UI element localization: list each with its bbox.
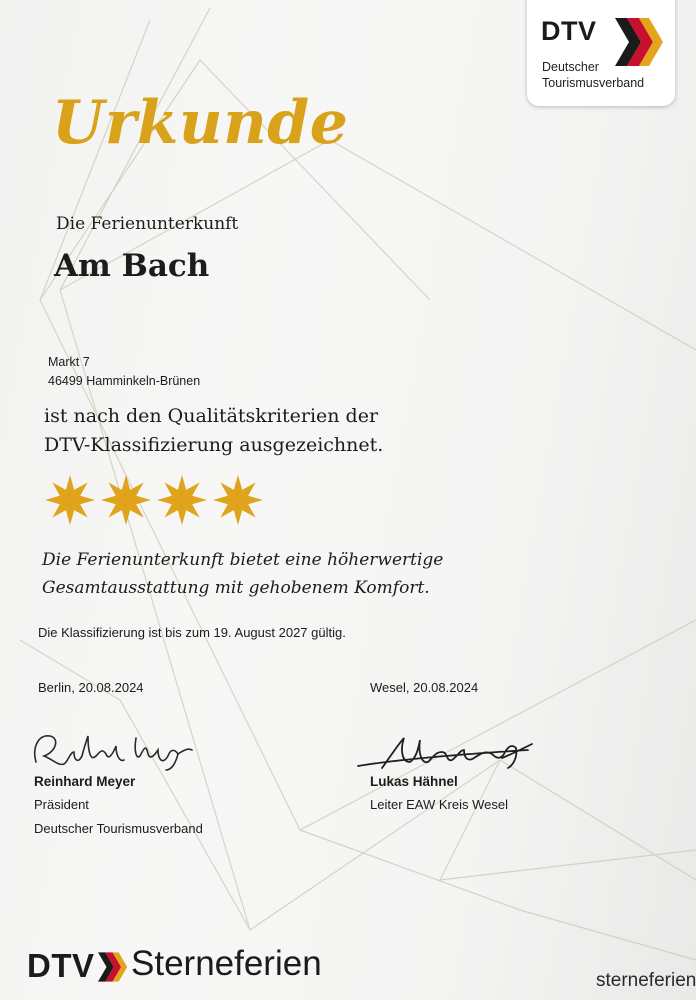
right-signer-name: Lukas Hähnel — [370, 774, 458, 789]
statement-line-2: DTV-Klassifizierung ausgezeichnet. — [44, 434, 384, 456]
address-city: 46499 Hamminkeln-Brünen — [48, 374, 201, 388]
star-rating — [44, 474, 264, 526]
badge-line-2: Tourismusverband — [542, 76, 645, 90]
left-signer-org: Deutscher Tourismusverband — [34, 821, 203, 836]
signature-lukas-haehnel — [352, 728, 542, 778]
star-icon — [44, 474, 96, 526]
certificate-subtitle: Die Ferienunterkunft — [56, 214, 239, 234]
left-signer-name: Reinhard Meyer — [34, 774, 136, 789]
right-signer-role: Leiter EAW Kreis Wesel — [370, 797, 508, 812]
description-line-1: Die Ferienunterkunft bietet eine höherwertige — [42, 550, 444, 570]
footer-brand-dtv: DTV — [27, 947, 95, 984]
star-icon — [156, 474, 208, 526]
star-icon — [100, 474, 152, 526]
validity-note: Die Klassifizierung ist bis zum 19. August 2027 gültig. — [38, 625, 346, 640]
left-place-date: Berlin, 20.08.2024 — [38, 680, 144, 695]
footer-url: sterneferien — [596, 970, 696, 991]
badge-line-1: Deutscher — [542, 60, 599, 74]
property-name: Am Bach — [54, 248, 210, 284]
address-street: Markt 7 — [48, 355, 90, 369]
badge-brand: DTV — [541, 16, 597, 46]
statement-line-1: ist nach den Qualitätskriterien der — [44, 405, 379, 427]
description-line-2: Gesamtausstattung mit gehobenem Komfort. — [42, 578, 430, 598]
signature-reinhard-meyer — [28, 726, 198, 774]
left-signer-role: Präsident — [34, 797, 89, 812]
dtv-badge — [527, 0, 675, 106]
right-place-date: Wesel, 20.08.2024 — [370, 680, 479, 695]
star-icon — [212, 474, 264, 526]
footer-product-name: Sterneferien — [131, 944, 322, 983]
dtv-chevron-logo — [613, 14, 663, 70]
footer-chevron-logo — [95, 950, 129, 984]
certificate-title: Urkunde — [52, 88, 349, 158]
